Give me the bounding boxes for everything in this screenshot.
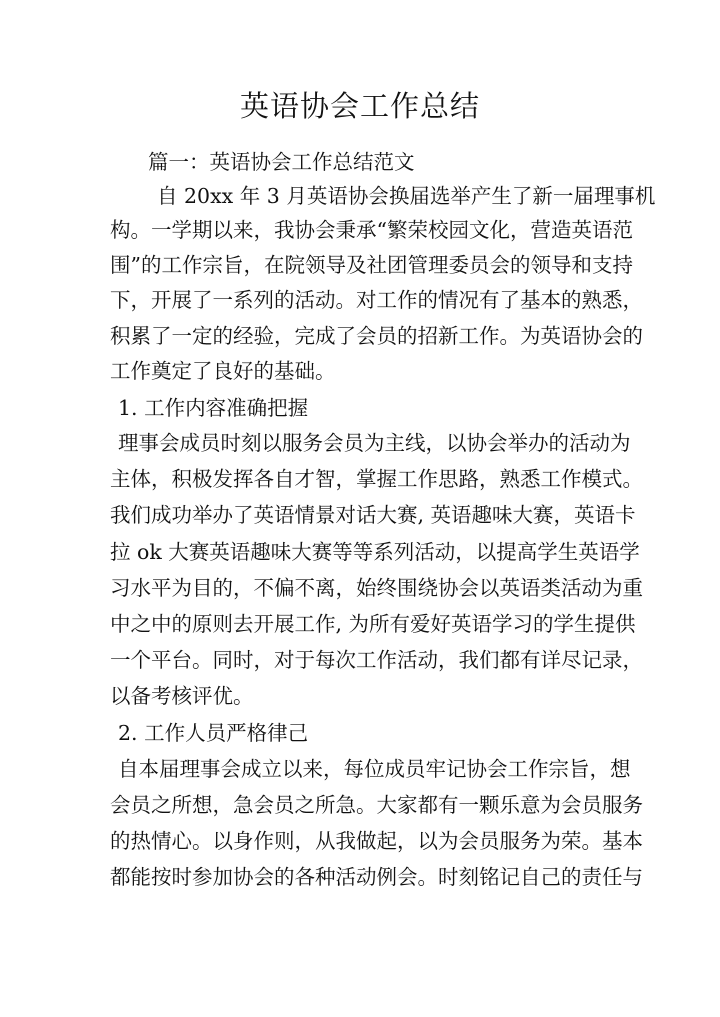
paragraph-line: 拉 ok 大赛英语趣味大赛等等系列活动，以提高学生英语学: [110, 540, 640, 564]
paragraph-line: 一个平台。同时，对于每次工作活动，我们都有详尽记录，: [110, 648, 643, 672]
paragraph-line: 理事会成员时刻以服务会员为主线，以协会举办的活动为: [118, 431, 631, 455]
paragraph-line: 自 20xx 年 3 月英语协会换届选举产生了新一届理事机: [157, 184, 656, 208]
paragraph-line: 工作奠定了良好的基础。: [110, 359, 336, 383]
paragraph-line: 中之中的原则去开展工作, 为所有爱好英语学习的学生提供: [110, 612, 636, 636]
paragraph-line: 以备考核评优。: [110, 684, 254, 708]
paragraph-line: 习水平为目的，不偏不离，始终围绕协会以英语类活动为重: [110, 576, 643, 600]
paragraph-line: 都能按时参加协会的各种活动例会。时刻铭记自己的责任与: [110, 865, 643, 889]
paragraph-line: 主体，积极发挥各自才智，掌握工作思路，熟悉工作模式。: [110, 467, 643, 491]
section-heading: 2. 工作人员严格律己: [118, 721, 309, 745]
section-heading: 1. 工作内容准确把握: [118, 396, 309, 420]
document-title: 英语协会工作总结: [239, 89, 480, 123]
paragraph-line: 自本届理事会成立以来，每位成员牢记协会工作宗旨，想: [118, 757, 631, 781]
subtitle: 篇一：英语协会工作总结范文: [148, 150, 415, 174]
paragraph-line: 积累了一定的经验，完成了会员的招新工作。为英语协会的: [110, 324, 643, 348]
paragraph-line: 构。一学期以来，我协会秉承“繁荣校园文化，营造英语范: [110, 218, 633, 242]
paragraph-line: 下，开展了一系列的活动。对工作的情况有了基本的熟悉，: [110, 288, 643, 312]
paragraph-line: 的热情心。以身作则，从我做起，以为会员服务为荣。基本: [110, 829, 643, 853]
paragraph-line: 我们成功举办了英语情景对话大赛, 英语趣味大赛，英语卡: [110, 503, 636, 527]
paragraph-line: 围”的工作宗旨，在院领导及社团管理委员会的领导和支持: [110, 253, 633, 277]
paragraph-line: 会员之所想，急会员之所急。大家都有一颗乐意为会员服务: [110, 793, 643, 817]
